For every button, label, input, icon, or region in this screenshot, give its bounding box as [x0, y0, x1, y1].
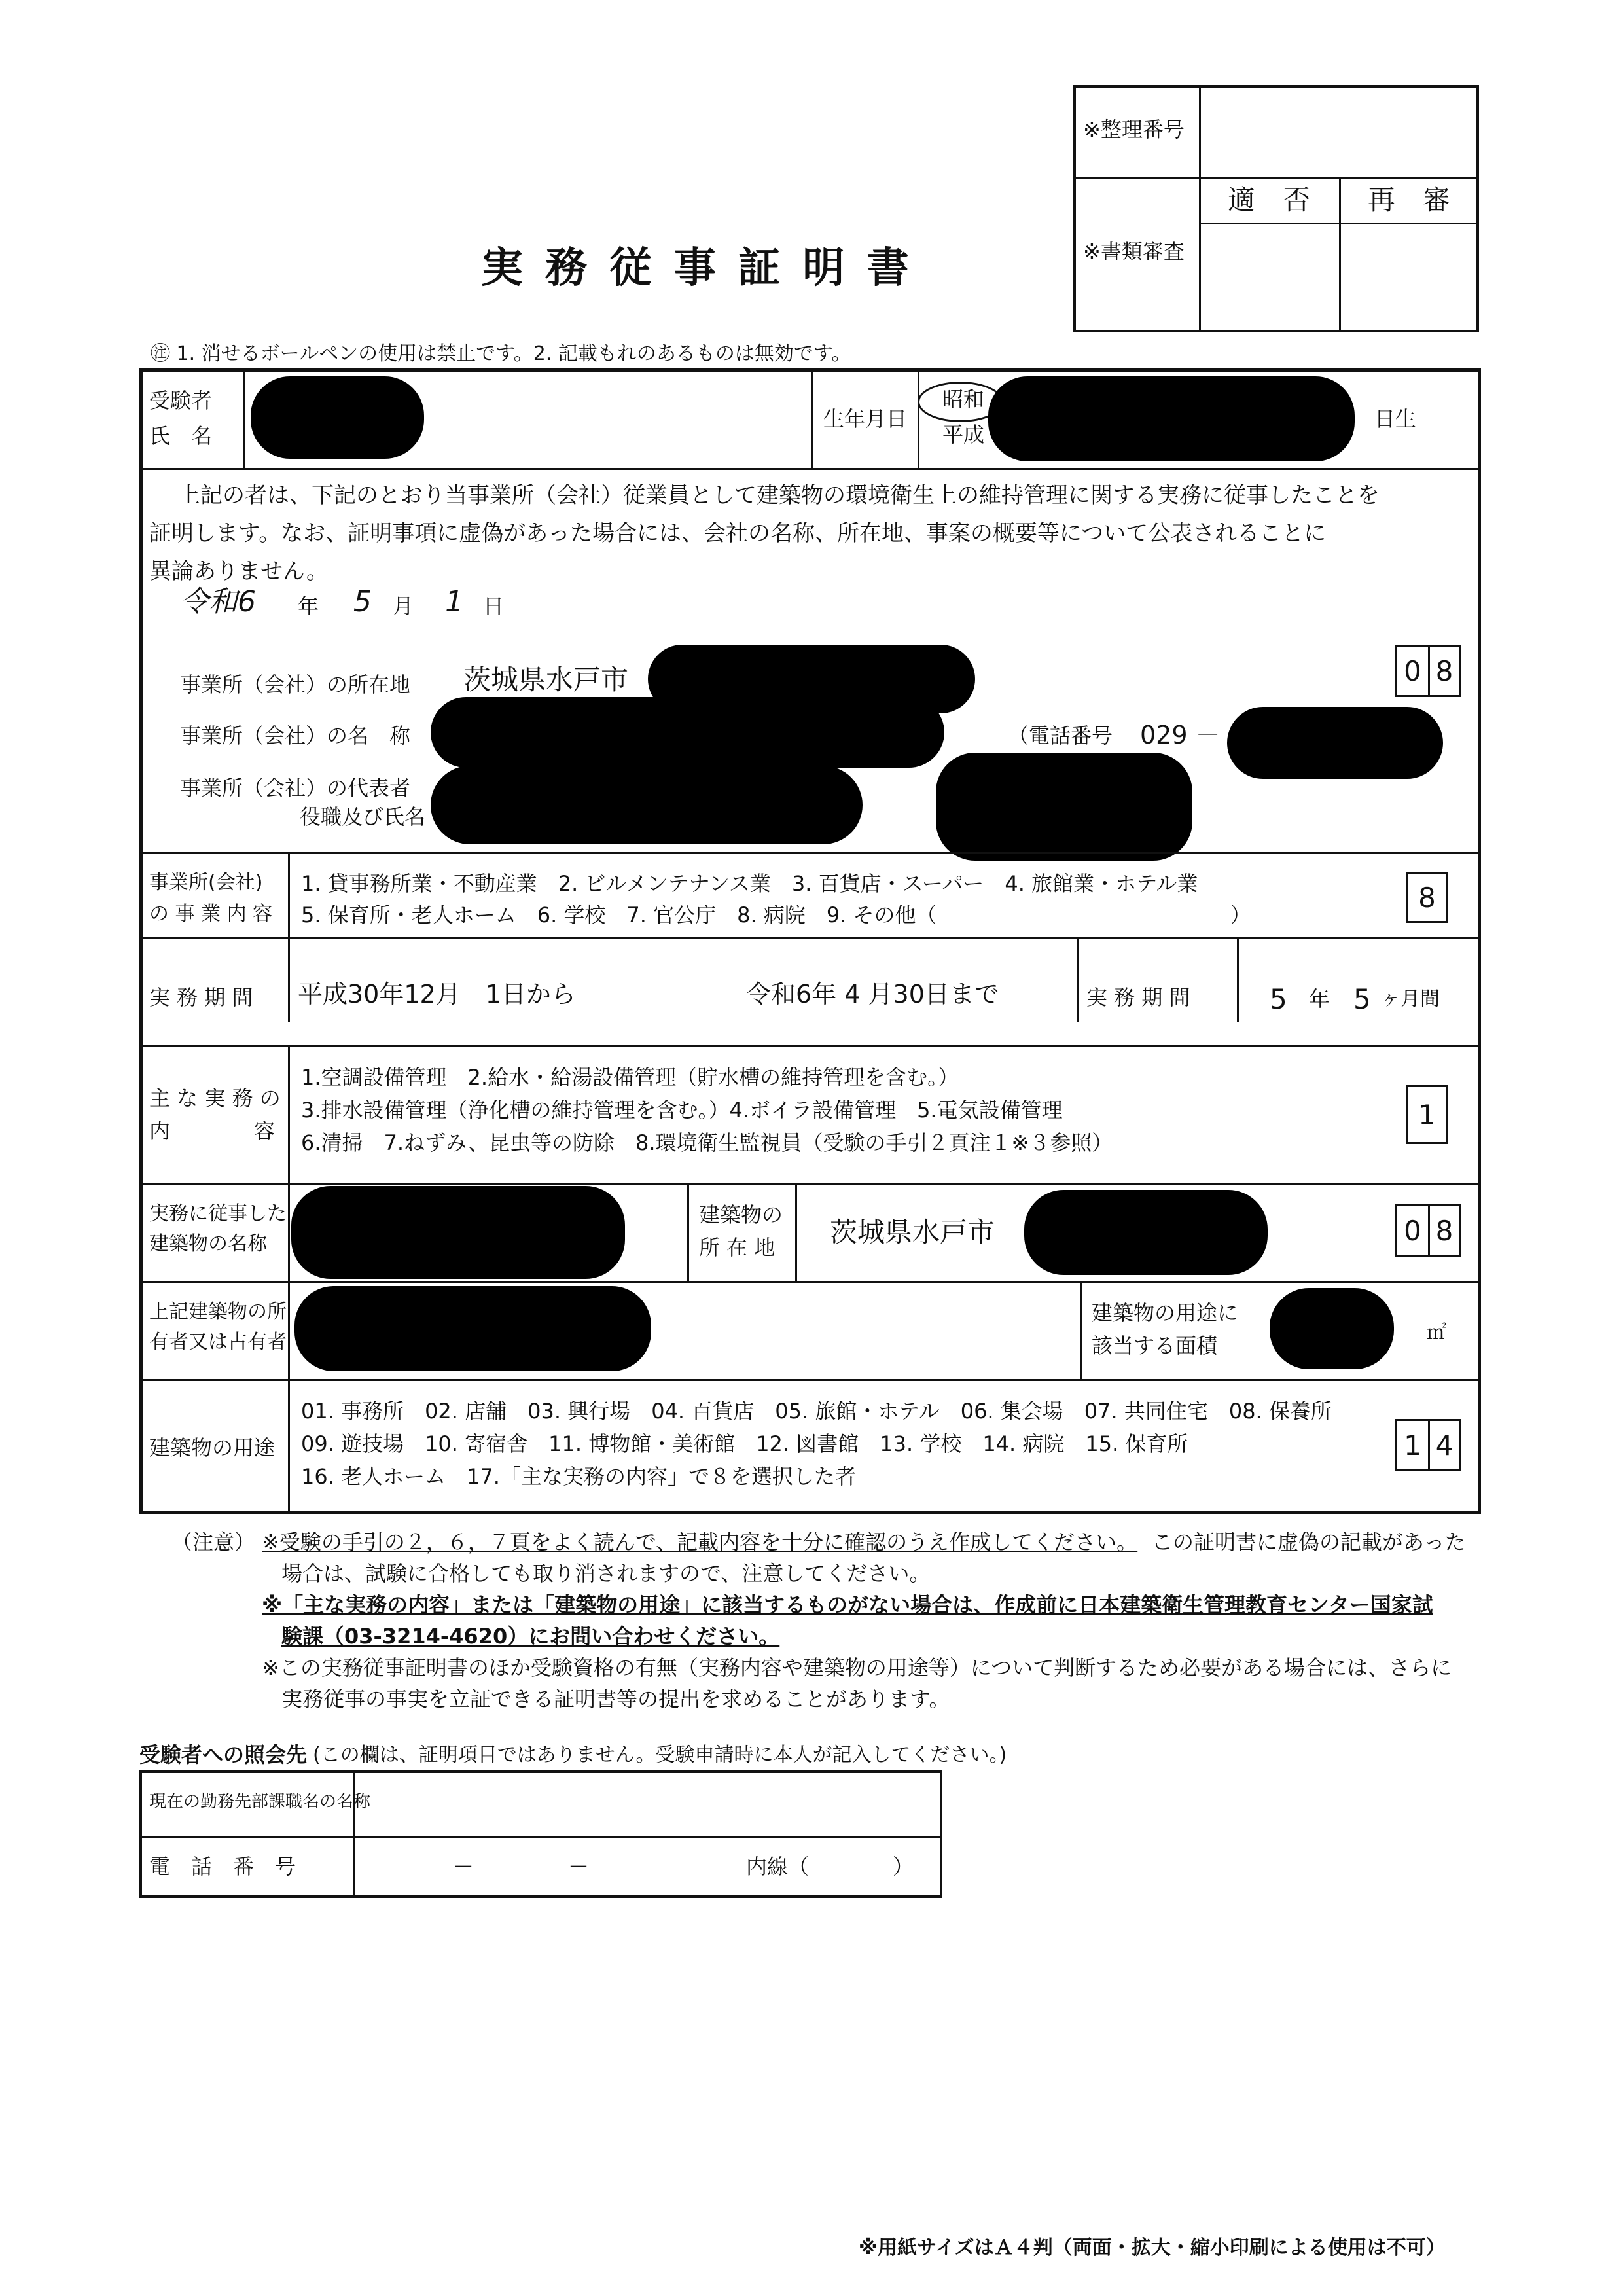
- usage-code-digit-1: 1: [1395, 1419, 1428, 1471]
- period-start: 平成30年12月 1日から: [298, 980, 576, 1009]
- period-months: 5: [1353, 983, 1371, 1015]
- area-label-1: 建築物の用途に: [1092, 1300, 1239, 1325]
- birth-label: 生年月日: [823, 406, 908, 431]
- caution-line-4: 験課（03-3214-4620）にお問い合わせください。: [281, 1624, 780, 1649]
- col-divider: [687, 1183, 689, 1281]
- caution-line-1a: ※受験の手引の２，６，７頁をよく読んで、記載内容を十分に確認のうえ作成してください。: [262, 1530, 1138, 1554]
- phone-label: （電話番号: [1008, 723, 1113, 748]
- building-location-value: 茨城県水戸市: [830, 1216, 995, 1248]
- business-code: 8: [1406, 872, 1448, 923]
- main-work-line-1: 1.空調設備管理 2.給水・給湯設備管理（貯水槽の維持管理を含む。）: [301, 1065, 959, 1090]
- row-divider: [139, 1281, 1481, 1283]
- office-box-mid-divider: [1339, 177, 1341, 332]
- row-divider: [139, 937, 1481, 939]
- contact-phone-dash-2: －: [568, 1854, 590, 1879]
- contact-heading-note: (この欄は、証明項目ではありません。受験申請時に本人が記入してください。): [313, 1744, 1007, 1767]
- usage-options-line-2: 09. 遊技場 10. 寄宿舎 11. 博物館・美術館 12. 図書館 13. 学校 14. 病院 15. 保育所: [301, 1431, 1188, 1456]
- main-work-line-3: 6.清掃 7.ねずみ、昆虫等の防除 8.環境衛生監視員（受験の手引２頁注１※３参照）: [301, 1130, 1113, 1155]
- row-divider: [139, 1183, 1481, 1185]
- applicant-name-label: 受験者: [149, 388, 213, 413]
- usage-options-line-3: 16. 老人ホーム 17.「主な実務の内容」で８を選択した者: [301, 1464, 856, 1489]
- main-work-label-2: 内 容: [149, 1119, 276, 1143]
- date-day-handwritten: 1: [445, 585, 463, 619]
- col-divider: [288, 1045, 290, 1183]
- usage-label: 建築物の用途: [149, 1435, 276, 1460]
- row-divider: [139, 1045, 1481, 1047]
- period-label: 実 務 期 間: [149, 985, 253, 1010]
- building-name-label-2: 建築物の名称: [149, 1232, 267, 1255]
- date-era-handwritten: 令和6: [180, 585, 256, 619]
- redacted-phone: [1227, 707, 1443, 779]
- contact-col-divider: [353, 1770, 355, 1898]
- contact-row-divider: [139, 1836, 942, 1838]
- note-top: ㊟ 1. 消せるボールペンの使用は禁止です。2. 記載もれのあるものは無効です。: [151, 342, 851, 365]
- contact-heading: 受験者への照会先: [139, 1742, 308, 1767]
- redacted-representative-title: [431, 766, 863, 844]
- main-work-label-1: 主 な 実 務 の: [149, 1086, 281, 1111]
- col-divider: [288, 1183, 290, 1281]
- col-divider: [1077, 937, 1079, 1022]
- representative-label-2: 役職及び氏名: [300, 804, 426, 829]
- statement-line-3: 異論ありません。: [149, 558, 329, 584]
- col-divider: [1237, 937, 1239, 1022]
- period-years: 5: [1270, 983, 1287, 1015]
- col-divider: [288, 852, 290, 937]
- area-label-2: 該当する面積: [1092, 1333, 1218, 1358]
- business-label-2: の 事 業 内 容: [149, 903, 273, 925]
- period-label-2: 実 務 期 間: [1086, 985, 1190, 1010]
- shinsa-label: ※書類審査: [1083, 239, 1185, 264]
- caution-line-3: ※「主な実務の内容」または「建築物の用途」に該当するものがない場合は、作成前に日本建築衛生管理教育センター国家試: [262, 1592, 1433, 1617]
- main-work-line-2: 3.排水設備管理（浄化槽の維持管理を含む。）4.ボイラ設備管理 5.電気設備管理: [301, 1098, 1063, 1122]
- business-label-1: 事業所(会社): [149, 871, 263, 894]
- building-location-label-1: 建築物の: [699, 1202, 783, 1227]
- date-month-label: 月: [393, 594, 414, 619]
- applicant-name-label-2: 氏 名: [149, 423, 213, 448]
- address-label: 事業所（会社）の所在地: [180, 672, 411, 697]
- building-location-label-2: 所 在 地: [699, 1235, 776, 1260]
- address-code-digit-1: 0: [1395, 645, 1428, 697]
- statement-line-2: 証明します。なお、証明事項に虚偽があった場合には、会社の名称、所在地、事案の概要等について公表されることに: [149, 520, 1327, 547]
- col-divider: [288, 937, 290, 1022]
- period-month-unit: ヶ月間: [1381, 988, 1440, 1011]
- business-options-line-2: 5. 保育所・老人ホーム 6. 学校 7. 官公庁 8. 病院 9. その他（ ）: [301, 903, 1251, 927]
- col-divider: [812, 368, 813, 468]
- caution-line-1b: この証明書に虚偽の記載があった: [1152, 1530, 1466, 1554]
- usage-code-digit-2: 4: [1428, 1419, 1461, 1471]
- caution-line-5: ※この実務従事証明書のほか受験資格の有無（実務内容や建築物の用途等）について判断するため必要がある場合には、さらに: [262, 1655, 1452, 1680]
- col-divider: [1080, 1281, 1082, 1379]
- col-divider: [288, 1379, 290, 1514]
- redacted-building-location: [1024, 1190, 1268, 1275]
- contact-phone-label: 電 話 番 号: [149, 1854, 296, 1879]
- redacted-owner: [294, 1286, 651, 1371]
- building-code-digit-1: 0: [1395, 1204, 1428, 1257]
- date-year-label: 年: [298, 594, 319, 619]
- owner-label-2: 有者又は占有者: [149, 1331, 287, 1354]
- representative-label-1: 事業所（会社）の代表者: [180, 776, 411, 800]
- col-divider: [288, 1281, 290, 1379]
- redacted-representative-name: [936, 753, 1192, 861]
- col-divider: [243, 368, 245, 468]
- era-showa: 昭和: [942, 387, 985, 412]
- office-box-hline: [1073, 177, 1479, 179]
- seiri-label: ※整理番号: [1083, 117, 1185, 142]
- contact-extension-label: 内線（ ）: [746, 1854, 914, 1879]
- redacted-area: [1270, 1288, 1394, 1369]
- row-divider: [139, 1379, 1481, 1381]
- col-divider: [795, 1183, 797, 1281]
- company-label: 事業所（会社）の名 称: [180, 723, 411, 748]
- building-code-digit-2: 8: [1428, 1204, 1461, 1257]
- business-options-line-1: 1. 貸事務所業・不動産業 2. ビルメンテナンス業 3. 百貨店・スーパー 4. 旅館業・ホテル業: [301, 871, 1198, 896]
- date-month-handwritten: 5: [353, 585, 372, 619]
- address-value: 茨城県水戸市: [463, 664, 629, 696]
- redacted-company-name: [431, 697, 944, 768]
- main-work-code: 1: [1406, 1085, 1448, 1144]
- statement-line-1: 上記の者は、下記のとおり当事業所（会社）従業員として建築物の環境衛生上の維持管理に関する実務に従事したことを: [178, 482, 1380, 509]
- owner-label-1: 上記建築物の所: [149, 1300, 287, 1323]
- contact-phone-dash-1: －: [453, 1854, 474, 1879]
- usage-options-line-1: 01. 事務所 02. 店舗 03. 興行場 04. 百貨店 05. 旅館・ホテル 06. 集会場 07. 共同住宅 08. 保養所: [301, 1399, 1332, 1424]
- row-divider: [139, 468, 1481, 470]
- paper-size-note: ※用紙サイズはＡ４判（両面・拡大・縮小印刷による使用は不可）: [859, 2236, 1446, 2259]
- col-divider: [918, 368, 919, 468]
- area-unit: ㎡: [1427, 1321, 1446, 1344]
- address-code-digit-2: 8: [1428, 645, 1461, 697]
- birth-suffix: 日生: [1374, 406, 1417, 431]
- building-name-label-1: 実務に従事した: [149, 1202, 287, 1225]
- redacted-birth-date: [988, 376, 1355, 461]
- saishin-label: 再 審: [1368, 184, 1451, 216]
- office-box-divider: [1199, 85, 1201, 332]
- period-year-unit: 年: [1309, 986, 1330, 1011]
- caution-label: （注意）: [171, 1530, 256, 1554]
- tekihi-label: 適 否: [1228, 184, 1311, 216]
- row-divider: [139, 852, 1481, 854]
- phone-value: 029 －: [1140, 721, 1221, 749]
- page-title: 実 務 従 事 証 明 書: [481, 244, 913, 293]
- caution-line-6: 実務従事の事実を立証できる証明書等の提出を求めることがあります。: [281, 1687, 950, 1712]
- redacted-building-name: [291, 1186, 625, 1279]
- era-heisei: 平成: [942, 422, 985, 447]
- contact-dept-label: 現在の勤務先部課職名の名称: [149, 1792, 371, 1812]
- caution-line-2: 場合は、試験に合格しても取り消されますので、注意してください。: [281, 1561, 931, 1586]
- period-end: 令和6年 4 月30日まで: [746, 980, 999, 1009]
- date-day-label: 日: [483, 594, 505, 619]
- redacted-applicant-name: [251, 376, 424, 459]
